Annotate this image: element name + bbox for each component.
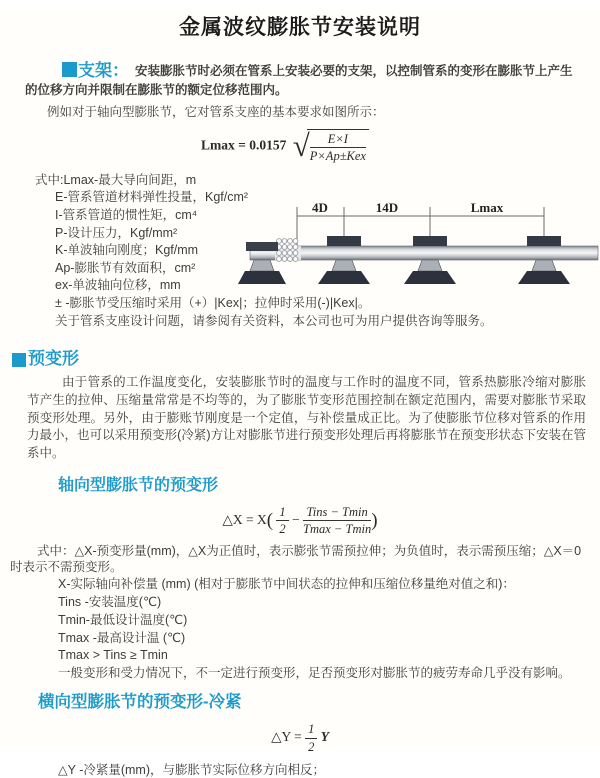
list-item: 一般变形和受力情况下，不一定进行预变形，足否预变形对膨胀节的疲劳寿命几乎没有影响。 (58, 666, 571, 681)
open-paren: ( (266, 509, 274, 531)
close-paren: ) (371, 509, 378, 531)
fraction-numerator: E×I (310, 132, 366, 148)
list-item: Tmax > Tins ≥ Tmin (58, 648, 168, 663)
support-example-line: 例如对于轴向型膨胀节，它对管系支座的基本要求如图所示： (47, 105, 385, 119)
axial-formula (0, 505, 600, 537)
half-fraction (305, 722, 317, 754)
list-item: 关于管系支座设计问题，请参阅有关资料，本公司也可为用户提供咨询等服务。 (55, 313, 493, 328)
fraction-numerator: 1 (305, 722, 317, 738)
support-section-heading: 支架： (78, 61, 129, 80)
axial-formula-lhs: △X = X (222, 512, 267, 528)
lmax-fraction (310, 132, 366, 164)
lateral-formula-lhs: △Y = (271, 729, 302, 745)
dim-label-4d: 4D (312, 199, 328, 215)
fraction-denominator: P×Ap±Kex (309, 149, 366, 164)
lateral-formula-note: △Y -冷紧量(mm)，与膨胀节实际位移方向相反； (58, 763, 326, 778)
predeform-heading-label: 预变形 (28, 349, 79, 369)
list-item: ± -膨胀节受压缩时采用（+）|Kex|；拉伸时采用(-)|Kex|。 (55, 295, 371, 310)
list-item: Tmax -最高设计温 (℃) (58, 630, 186, 645)
radical-body (307, 129, 369, 164)
list-item: P-设计压力，Kgf/mm² (55, 225, 178, 240)
list-item: E-管系管道材料弹性投量，Kgf/cm² (55, 190, 249, 205)
list-item: ex-单波轴向位移，mm (55, 278, 181, 293)
list-item: Tmin-最低设计温度(℃) (58, 612, 188, 627)
predeform-section-heading (12, 344, 600, 370)
list-item: Tins -安装温度(℃) (58, 594, 162, 609)
lateral-subsection-heading: 横向型膨胀节的预变形-冷紧 (38, 693, 242, 712)
fraction-numerator: Tins − Tmin (303, 505, 371, 521)
predeform-paragraph: 由于管系的工作温度变化，安装膨胀节时的温度与工作时的温度不同，管系热膨胀冷缩对膨胀节产生的拉伸、压缩量常常是不均等的，为了膨胀节变形范围控制在额定范围内，需要对膨胀节采取预变形处理。另外，由于膨账节刚度是一个定值，与补偿量成正比。为了使膨胀节位移对管系的作用力最小，也可以采用预变形(冷紧)方让对膨胀节进行预变形处理后再将膨胀节在预变形状态下安装在管系中。 (27, 375, 586, 461)
document-page (0, 11, 600, 778)
lateral-formula (0, 722, 600, 754)
bellows-icon (275, 238, 301, 261)
radical-sign: √ (292, 128, 310, 164)
lmax-formula-lhs: Lmax = 0.0157 (201, 137, 287, 153)
axial-subsection-heading: 轴向型膨胀节的预变形 (58, 477, 219, 495)
variables-and-diagram (0, 172, 600, 330)
list-item: 式中:Lmax-最大导向间距，m (35, 172, 197, 187)
support-intro-text: 安装膨胀节时必须在管系上安装必要的支架，以控制管系的变形在膨胀节上产生的位移方向并限制在膨胀节的额定位移范围内。 (25, 64, 573, 97)
radical-group (290, 129, 369, 164)
fraction-numerator: 1 (276, 505, 288, 521)
pipe-support-diagram (250, 200, 598, 295)
fraction-denominator: 2 (279, 522, 286, 537)
fraction-denominator: 2 (308, 739, 315, 754)
section-marker-square (62, 62, 77, 77)
section-marker-square (12, 353, 26, 367)
lmax-formula (0, 129, 570, 164)
list-item: K-单波轴向刚度；Kgf/mm (55, 243, 199, 258)
page-title: 金属波纹膨胀节安装说明 (179, 16, 421, 39)
support-section-intro (25, 61, 584, 100)
list-item: I-管系管道的惯性矩，cm⁴ (55, 207, 198, 222)
lateral-formula-rhs: Y (320, 729, 329, 745)
fraction-denominator: Tmax − Tmin (303, 522, 372, 537)
temperature-fraction (303, 505, 371, 537)
axial-definitions-list (0, 576, 600, 683)
dim-label-lmax: Lmax (470, 199, 504, 215)
half-fraction (276, 505, 288, 537)
axial-formula-explanation: 式中：△X-预变形量(mm)，△X为正值时，表示膨张节需预拉伸；为负值时，表示需预压缩；△X＝0时表示不需预变形。 (10, 543, 582, 575)
list-item: Ap-膨胀节有效面积，cm² (55, 260, 196, 275)
list-item: X-实际轴向补偿量 (mm) (相对于膨胀节中间状态的拉伸和压缩位移量绝对值之和)： (58, 576, 515, 591)
dim-label-14d: 14D (375, 199, 399, 215)
minus-operator: − (292, 512, 300, 528)
pipe (250, 246, 598, 260)
